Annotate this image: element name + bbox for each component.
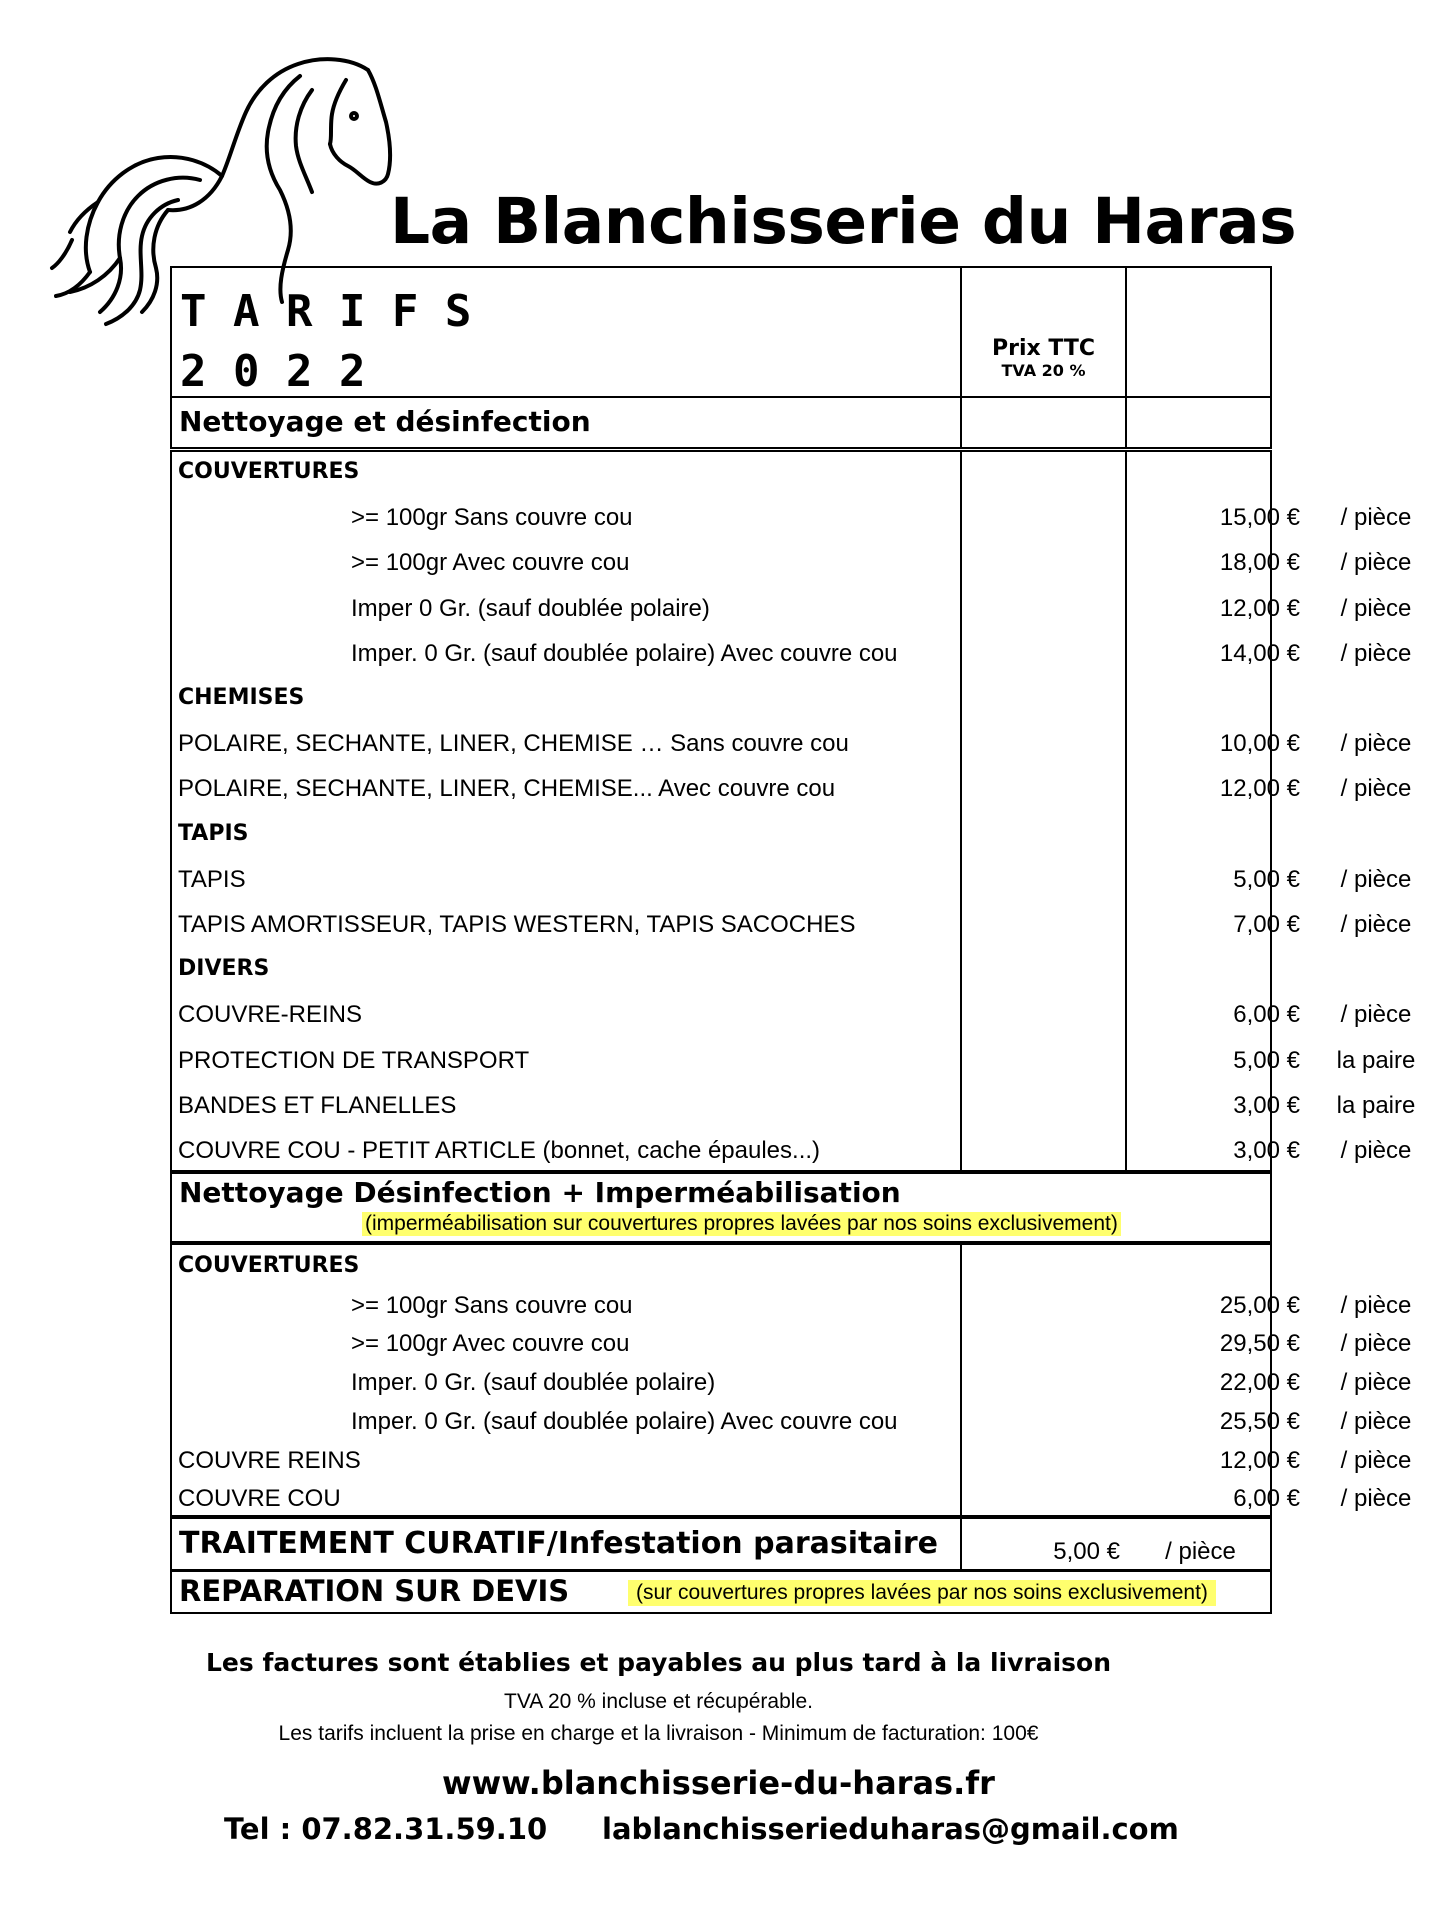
item-price: 25,50 €: [1219, 1407, 1300, 1435]
item-price: 7,00 €: [1233, 911, 1300, 938]
price-row: [178, 1363, 1412, 1403]
item-label: POLAIRE, SECHANTE, LINER, CHEMISE... Avec couvre cou: [178, 775, 836, 803]
item-price: 29,50 €: [1219, 1330, 1300, 1358]
item-unit: / pièce: [1340, 1407, 1412, 1435]
item-price: 10,00 €: [1219, 730, 1300, 758]
item-label: TAPIS AMORTISSEUR, TAPIS WESTERN, TAPIS SACOCHES: [178, 911, 856, 938]
footer-tva-note: TVA 20 % incluse et récupérable.: [504, 1690, 813, 1713]
price-header: Prix TTC TVA 20 %: [991, 336, 1096, 380]
item-price: 12,00 €: [1219, 1446, 1300, 1474]
item-unit: / pièce: [1340, 1446, 1412, 1474]
traitement-price: 5,00 €: [1053, 1538, 1120, 1565]
item-label: >= 100gr Sans couvre cou: [351, 504, 633, 532]
price-row: [178, 995, 1412, 1035]
reparation-title: REPARATION SUR DEVIS: [179, 1574, 570, 1608]
footer-invoice-note: Les factures sont établies et payables au plus tard à la livraison: [205, 1648, 1112, 1677]
item-unit: / pièce: [1340, 1291, 1412, 1319]
reparation-note: (sur couvertures propres lavées par nos soins exclusivement): [628, 1580, 1216, 1606]
item-label: COUVRE COU: [178, 1485, 341, 1513]
item-unit: / pièce: [1340, 1485, 1412, 1513]
tarifs-year: T A R I F S 2 0 2 2: [180, 286, 472, 397]
item-label: Imper. 0 Gr. (sauf doublée polaire): [351, 1369, 716, 1397]
item-price: 6,00 €: [1233, 1001, 1300, 1029]
category-row: [178, 950, 1263, 990]
item-label: Imper. 0 Gr. (sauf doublée polaire) Avec couvre cou: [351, 639, 898, 667]
item-unit: / pièce: [1340, 865, 1412, 893]
phone-number[interactable]: Tel : 07.82.31.59.10: [224, 1812, 548, 1846]
price-row: [178, 905, 1412, 945]
item-price: 5,00 €: [1233, 1046, 1300, 1074]
item-price: 3,00 €: [1233, 1137, 1300, 1164]
item-unit: / pièce: [1340, 1001, 1412, 1029]
item-label: >= 100gr Avec couvre cou: [351, 1330, 630, 1358]
price-row: [178, 589, 1412, 629]
category-label: TAPIS: [178, 820, 249, 846]
item-label: PROTECTION DE TRANSPORT: [178, 1046, 530, 1074]
item-unit: la paire: [1336, 1046, 1416, 1074]
price-row: [178, 1324, 1412, 1364]
category-label: DIVERS: [178, 956, 270, 982]
item-unit: / pièce: [1340, 504, 1412, 532]
website-link[interactable]: www.blanchisserie-du-haras.fr: [442, 1764, 995, 1802]
item-price: 25,00 €: [1219, 1291, 1300, 1319]
price-row: [178, 1402, 1412, 1442]
price-row: [178, 498, 1412, 538]
item-unit: / pièce: [1340, 639, 1412, 667]
price-row: [178, 543, 1412, 583]
category-label: COUVERTURES: [178, 459, 360, 484]
item-label: >= 100gr Avec couvre cou: [351, 549, 630, 577]
item-unit: / pièce: [1340, 730, 1412, 758]
price-row: [178, 1086, 1416, 1126]
section1-title: Nettoyage et désinfection: [179, 405, 591, 438]
section2-title: Nettoyage Désinfection + Imperméabilisation: [179, 1176, 901, 1209]
item-label: >= 100gr Sans couvre cou: [351, 1291, 633, 1319]
category-label: CHEMISES: [178, 685, 305, 710]
item-label: COUVRE REINS: [178, 1446, 361, 1474]
item-price: 6,00 €: [1233, 1485, 1300, 1513]
item-price: 14,00 €: [1219, 639, 1300, 667]
item-unit: la paire: [1336, 1091, 1416, 1119]
email-link[interactable]: lablanchisserieduharas@gmail.com: [602, 1812, 1179, 1846]
section2-note: (imperméabilisation sur couvertures propres lavées par nos soins exclusivement): [362, 1212, 1121, 1236]
category-label: COUVERTURES: [178, 1253, 360, 1278]
price-row: [178, 1479, 1412, 1519]
item-label: BANDES ET FLANELLES: [178, 1091, 457, 1119]
traitement-title: TRAITEMENT CURATIF/Infestation parasitaire: [179, 1526, 939, 1561]
item-price: 22,00 €: [1219, 1369, 1300, 1397]
category-row: [178, 815, 1263, 855]
item-unit: / pièce: [1340, 1369, 1412, 1397]
price-row: [178, 724, 1412, 764]
item-label: Imper 0 Gr. (sauf doublée polaire): [351, 594, 710, 622]
item-price: 3,00 €: [1233, 1091, 1300, 1119]
category-row: [178, 1247, 1263, 1287]
category-row: [178, 453, 1263, 493]
price-row: [178, 860, 1412, 900]
item-label: POLAIRE, SECHANTE, LINER, CHEMISE … Sans couvre cou: [178, 730, 849, 758]
price-row: [178, 1131, 1412, 1171]
item-price: 18,00 €: [1219, 549, 1300, 577]
item-price: 15,00 €: [1219, 504, 1300, 532]
item-price: 12,00 €: [1219, 594, 1300, 622]
item-unit: / pièce: [1340, 549, 1412, 577]
price-row: [178, 634, 1412, 674]
category-row: [178, 679, 1263, 719]
item-unit: / pièce: [1340, 594, 1412, 622]
item-label: COUVRE COU - PETIT ARTICLE (bonnet, cache épaules...): [178, 1137, 821, 1164]
price-row: [178, 1441, 1412, 1481]
item-unit: / pièce: [1340, 775, 1412, 803]
item-unit: / pièce: [1340, 1330, 1412, 1358]
item-price: 5,00 €: [1233, 865, 1300, 893]
item-label: TAPIS: [178, 865, 246, 893]
item-unit: / pièce: [1340, 1137, 1412, 1164]
item-label: Imper. 0 Gr. (sauf doublée polaire) Avec couvre cou: [351, 1407, 898, 1435]
footer-pricing-note: Les tarifs incluent la prise en charge et la livraison - Minimum de facturation: 100€: [278, 1722, 1039, 1745]
price-row: [178, 769, 1412, 809]
traitement-unit: / pièce: [1165, 1538, 1236, 1565]
item-price: 12,00 €: [1219, 775, 1300, 803]
item-label: COUVRE-REINS: [178, 1001, 363, 1029]
item-unit: / pièce: [1340, 911, 1412, 938]
price-row: [178, 1286, 1412, 1326]
company-title: La Blanchisserie du Haras: [390, 185, 1297, 258]
price-row: [178, 1041, 1416, 1081]
